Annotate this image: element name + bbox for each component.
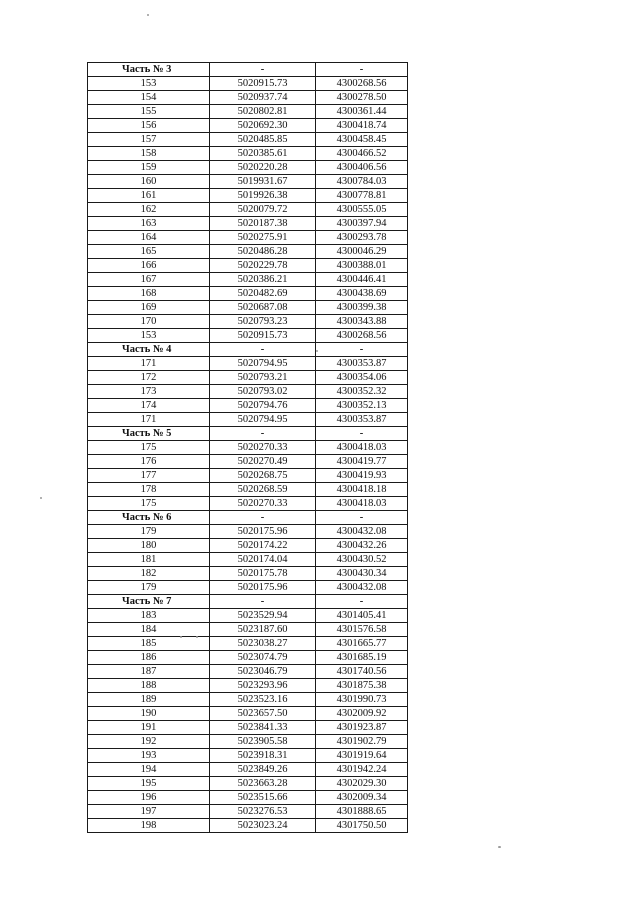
x-coordinate-cell: 5020794.76 bbox=[210, 399, 316, 413]
x-coordinate-cell: 5020174.22 bbox=[210, 539, 316, 553]
x-coordinate-cell: 5020220.28 bbox=[210, 161, 316, 175]
point-number-cell: 193 bbox=[88, 749, 210, 763]
section-dash-x: - bbox=[210, 343, 316, 357]
table-row bbox=[88, 763, 408, 777]
x-coordinate-cell: 5020793.02 bbox=[210, 385, 316, 399]
x-coordinate-cell: 5023046.79 bbox=[210, 665, 316, 679]
x-coordinate-cell: 5020268.75 bbox=[210, 469, 316, 483]
y-coordinate-cell: 4301405.41 bbox=[316, 609, 408, 623]
point-number-cell: 176 bbox=[88, 455, 210, 469]
x-coordinate-cell: 5020794.95 bbox=[210, 357, 316, 371]
section-dash-x: - bbox=[210, 63, 316, 77]
x-coordinate-cell: 5020915.73 bbox=[210, 329, 316, 343]
y-coordinate-cell: 4300352.13 bbox=[316, 399, 408, 413]
x-coordinate-cell: 5020794.95 bbox=[210, 413, 316, 427]
point-number-cell: 159 bbox=[88, 161, 210, 175]
section-header-row bbox=[88, 595, 408, 609]
x-coordinate-cell: 5023529.94 bbox=[210, 609, 316, 623]
section-dash-y: - bbox=[316, 595, 408, 609]
x-coordinate-cell: 5020386.21 bbox=[210, 273, 316, 287]
point-number-cell: 154 bbox=[88, 91, 210, 105]
point-number-cell: 174 bbox=[88, 399, 210, 413]
point-number-cell: 183 bbox=[88, 609, 210, 623]
section-dash-y: - bbox=[316, 427, 408, 441]
table-row bbox=[88, 623, 408, 637]
y-coordinate-cell: 4300778.81 bbox=[316, 189, 408, 203]
point-number-cell: 180 bbox=[88, 539, 210, 553]
table-row bbox=[88, 399, 408, 413]
point-number-cell: 194 bbox=[88, 763, 210, 777]
table-row bbox=[88, 287, 408, 301]
y-coordinate-cell: 4300268.56 bbox=[316, 329, 408, 343]
table-row bbox=[88, 679, 408, 693]
point-number-cell: 182 bbox=[88, 567, 210, 581]
x-coordinate-cell: 5020175.96 bbox=[210, 525, 316, 539]
table-row bbox=[88, 455, 408, 469]
x-coordinate-cell: 5020270.33 bbox=[210, 497, 316, 511]
point-number-cell: 162 bbox=[88, 203, 210, 217]
table-row bbox=[88, 413, 408, 427]
table-row bbox=[88, 553, 408, 567]
table-row bbox=[88, 315, 408, 329]
y-coordinate-cell: 4300419.77 bbox=[316, 455, 408, 469]
y-coordinate-cell: 4300430.52 bbox=[316, 553, 408, 567]
point-number-cell: 155 bbox=[88, 105, 210, 119]
table-row bbox=[88, 371, 408, 385]
y-coordinate-cell: 4301685.19 bbox=[316, 651, 408, 665]
point-number-cell: 173 bbox=[88, 385, 210, 399]
y-coordinate-cell: 4300278.50 bbox=[316, 91, 408, 105]
table-row bbox=[88, 707, 408, 721]
x-coordinate-cell: 5020268.59 bbox=[210, 483, 316, 497]
x-coordinate-cell: 5019931.67 bbox=[210, 175, 316, 189]
point-number-cell: 164 bbox=[88, 231, 210, 245]
y-coordinate-cell: 4300352.32 bbox=[316, 385, 408, 399]
point-number-cell: 171 bbox=[88, 413, 210, 427]
table-row bbox=[88, 721, 408, 735]
x-coordinate-cell: 5023905.58 bbox=[210, 735, 316, 749]
section-label: Часть № 7 bbox=[88, 595, 210, 609]
y-coordinate-cell: 4300446.41 bbox=[316, 273, 408, 287]
y-coordinate-cell: 4300432.08 bbox=[316, 581, 408, 595]
y-coordinate-cell: 4300353.87 bbox=[316, 357, 408, 371]
point-number-cell: 169 bbox=[88, 301, 210, 315]
y-coordinate-cell: 4301750.50 bbox=[316, 819, 408, 833]
x-coordinate-cell: 5020692.30 bbox=[210, 119, 316, 133]
y-coordinate-cell: 4301942.24 bbox=[316, 763, 408, 777]
x-coordinate-cell: 5023074.79 bbox=[210, 651, 316, 665]
y-coordinate-cell: 4302029.30 bbox=[316, 777, 408, 791]
y-coordinate-cell: 4300430.34 bbox=[316, 567, 408, 581]
x-coordinate-cell: 5020385.61 bbox=[210, 147, 316, 161]
scan-speck bbox=[180, 636, 182, 638]
scan-speck bbox=[40, 497, 42, 499]
x-coordinate-cell: 5020915.73 bbox=[210, 77, 316, 91]
section-dash-x: - bbox=[210, 427, 316, 441]
section-dash-x: - bbox=[210, 595, 316, 609]
table-row bbox=[88, 497, 408, 511]
table-row bbox=[88, 749, 408, 763]
x-coordinate-cell: 5020485.85 bbox=[210, 133, 316, 147]
point-number-cell: 156 bbox=[88, 119, 210, 133]
point-number-cell: 192 bbox=[88, 735, 210, 749]
table-row bbox=[88, 469, 408, 483]
point-number-cell: 179 bbox=[88, 525, 210, 539]
table-row bbox=[88, 357, 408, 371]
y-coordinate-cell: 4301875.38 bbox=[316, 679, 408, 693]
table-row bbox=[88, 525, 408, 539]
x-coordinate-cell: 5023276.53 bbox=[210, 805, 316, 819]
table-row bbox=[88, 385, 408, 399]
scan-speck bbox=[316, 350, 318, 352]
point-number-cell: 185 bbox=[88, 637, 210, 651]
y-coordinate-cell: 4300353.87 bbox=[316, 413, 408, 427]
x-coordinate-cell: 5023515.66 bbox=[210, 791, 316, 805]
y-coordinate-cell: 4301990.73 bbox=[316, 693, 408, 707]
y-coordinate-cell: 4300268.56 bbox=[316, 77, 408, 91]
x-coordinate-cell: 5020079.72 bbox=[210, 203, 316, 217]
table-row bbox=[88, 119, 408, 133]
point-number-cell: 184 bbox=[88, 623, 210, 637]
section-dash-y: - bbox=[316, 63, 408, 77]
section-dash-x: - bbox=[210, 511, 316, 525]
table-row bbox=[88, 91, 408, 105]
x-coordinate-cell: 5020793.23 bbox=[210, 315, 316, 329]
y-coordinate-cell: 4300466.52 bbox=[316, 147, 408, 161]
point-number-cell: 166 bbox=[88, 259, 210, 273]
scan-speck bbox=[196, 636, 198, 638]
point-number-cell: 175 bbox=[88, 441, 210, 455]
table-row bbox=[88, 567, 408, 581]
table-row bbox=[88, 805, 408, 819]
y-coordinate-cell: 4301665.77 bbox=[316, 637, 408, 651]
point-number-cell: 175 bbox=[88, 497, 210, 511]
table-row bbox=[88, 77, 408, 91]
y-coordinate-cell: 4300418.18 bbox=[316, 483, 408, 497]
section-label: Часть № 5 bbox=[88, 427, 210, 441]
x-coordinate-cell: 5020229.78 bbox=[210, 259, 316, 273]
coordinates-table bbox=[87, 62, 408, 833]
point-number-cell: 179 bbox=[88, 581, 210, 595]
point-number-cell: 196 bbox=[88, 791, 210, 805]
table-row bbox=[88, 441, 408, 455]
y-coordinate-cell: 4300784.03 bbox=[316, 175, 408, 189]
section-label: Часть № 4 bbox=[88, 343, 210, 357]
x-coordinate-cell: 5020270.49 bbox=[210, 455, 316, 469]
point-number-cell: 161 bbox=[88, 189, 210, 203]
table-row bbox=[88, 693, 408, 707]
table-row bbox=[88, 665, 408, 679]
point-number-cell: 160 bbox=[88, 175, 210, 189]
y-coordinate-cell: 4300354.06 bbox=[316, 371, 408, 385]
point-number-cell: 171 bbox=[88, 357, 210, 371]
x-coordinate-cell: 5020270.33 bbox=[210, 441, 316, 455]
y-coordinate-cell: 4300432.26 bbox=[316, 539, 408, 553]
x-coordinate-cell: 5020793.21 bbox=[210, 371, 316, 385]
table-row bbox=[88, 301, 408, 315]
y-coordinate-cell: 4300388.01 bbox=[316, 259, 408, 273]
point-number-cell: 181 bbox=[88, 553, 210, 567]
section-label: Часть № 3 bbox=[88, 63, 210, 77]
y-coordinate-cell: 4300555.05 bbox=[316, 203, 408, 217]
x-coordinate-cell: 5023663.28 bbox=[210, 777, 316, 791]
table-row bbox=[88, 581, 408, 595]
point-number-cell: 191 bbox=[88, 721, 210, 735]
point-number-cell: 168 bbox=[88, 287, 210, 301]
x-coordinate-cell: 5020687.08 bbox=[210, 301, 316, 315]
point-number-cell: 198 bbox=[88, 819, 210, 833]
table-row bbox=[88, 819, 408, 833]
x-coordinate-cell: 5023038.27 bbox=[210, 637, 316, 651]
point-number-cell: 165 bbox=[88, 245, 210, 259]
y-coordinate-cell: 4300361.44 bbox=[316, 105, 408, 119]
x-coordinate-cell: 5023918.31 bbox=[210, 749, 316, 763]
section-header-row bbox=[88, 343, 408, 357]
point-number-cell: 197 bbox=[88, 805, 210, 819]
table-row bbox=[88, 791, 408, 805]
table-row bbox=[88, 175, 408, 189]
point-number-cell: 153 bbox=[88, 77, 210, 91]
x-coordinate-cell: 5020275.91 bbox=[210, 231, 316, 245]
point-number-cell: 190 bbox=[88, 707, 210, 721]
table-row bbox=[88, 189, 408, 203]
y-coordinate-cell: 4300418.03 bbox=[316, 441, 408, 455]
point-number-cell: 172 bbox=[88, 371, 210, 385]
y-coordinate-cell: 4300432.08 bbox=[316, 525, 408, 539]
y-coordinate-cell: 4301902.79 bbox=[316, 735, 408, 749]
x-coordinate-cell: 5023657.50 bbox=[210, 707, 316, 721]
table-row bbox=[88, 609, 408, 623]
point-number-cell: 189 bbox=[88, 693, 210, 707]
x-coordinate-cell: 5020187.38 bbox=[210, 217, 316, 231]
point-number-cell: 153 bbox=[88, 329, 210, 343]
y-coordinate-cell: 4300406.56 bbox=[316, 161, 408, 175]
y-coordinate-cell: 4301740.56 bbox=[316, 665, 408, 679]
point-number-cell: 163 bbox=[88, 217, 210, 231]
x-coordinate-cell: 5023023.24 bbox=[210, 819, 316, 833]
point-number-cell: 195 bbox=[88, 777, 210, 791]
table-row bbox=[88, 217, 408, 231]
section-header-row bbox=[88, 511, 408, 525]
table-row bbox=[88, 539, 408, 553]
point-number-cell: 167 bbox=[88, 273, 210, 287]
point-number-cell: 188 bbox=[88, 679, 210, 693]
table-row bbox=[88, 161, 408, 175]
table-row bbox=[88, 483, 408, 497]
table-row bbox=[88, 259, 408, 273]
point-number-cell: 186 bbox=[88, 651, 210, 665]
section-dash-y: - bbox=[316, 343, 408, 357]
point-number-cell: 187 bbox=[88, 665, 210, 679]
y-coordinate-cell: 4300343.88 bbox=[316, 315, 408, 329]
x-coordinate-cell: 5020482.69 bbox=[210, 287, 316, 301]
x-coordinate-cell: 5019926.38 bbox=[210, 189, 316, 203]
table-row bbox=[88, 651, 408, 665]
table-row bbox=[88, 147, 408, 161]
y-coordinate-cell: 4300399.38 bbox=[316, 301, 408, 315]
table-row bbox=[88, 329, 408, 343]
y-coordinate-cell: 4301576.58 bbox=[316, 623, 408, 637]
section-header-row bbox=[88, 63, 408, 77]
table-row bbox=[88, 105, 408, 119]
section-dash-y: - bbox=[316, 511, 408, 525]
y-coordinate-cell: 4300438.69 bbox=[316, 287, 408, 301]
y-coordinate-cell: 4300397.94 bbox=[316, 217, 408, 231]
y-coordinate-cell: 4302009.34 bbox=[316, 791, 408, 805]
table-row bbox=[88, 203, 408, 217]
y-coordinate-cell: 4301923.87 bbox=[316, 721, 408, 735]
coordinates-table-body bbox=[88, 63, 408, 833]
table-row bbox=[88, 273, 408, 287]
x-coordinate-cell: 5023293.96 bbox=[210, 679, 316, 693]
x-coordinate-cell: 5023523.16 bbox=[210, 693, 316, 707]
x-coordinate-cell: 5020937.74 bbox=[210, 91, 316, 105]
point-number-cell: 178 bbox=[88, 483, 210, 497]
y-coordinate-cell: 4300418.74 bbox=[316, 119, 408, 133]
table-row bbox=[88, 231, 408, 245]
scan-speck bbox=[498, 846, 501, 848]
x-coordinate-cell: 5023187.60 bbox=[210, 623, 316, 637]
x-coordinate-cell: 5020175.96 bbox=[210, 581, 316, 595]
y-coordinate-cell: 4301919.64 bbox=[316, 749, 408, 763]
y-coordinate-cell: 4300046.29 bbox=[316, 245, 408, 259]
y-coordinate-cell: 4300418.03 bbox=[316, 497, 408, 511]
table-row bbox=[88, 735, 408, 749]
y-coordinate-cell: 4300458.45 bbox=[316, 133, 408, 147]
x-coordinate-cell: 5020486.28 bbox=[210, 245, 316, 259]
scan-speck bbox=[147, 14, 149, 16]
x-coordinate-cell: 5020174.04 bbox=[210, 553, 316, 567]
y-coordinate-cell: 4300293.78 bbox=[316, 231, 408, 245]
table-row bbox=[88, 133, 408, 147]
point-number-cell: 170 bbox=[88, 315, 210, 329]
x-coordinate-cell: 5023849.26 bbox=[210, 763, 316, 777]
table-row bbox=[88, 637, 408, 651]
y-coordinate-cell: 4301888.65 bbox=[316, 805, 408, 819]
section-label: Часть № 6 bbox=[88, 511, 210, 525]
y-coordinate-cell: 4302009.92 bbox=[316, 707, 408, 721]
y-coordinate-cell: 4300419.93 bbox=[316, 469, 408, 483]
table-row bbox=[88, 245, 408, 259]
section-header-row bbox=[88, 427, 408, 441]
point-number-cell: 158 bbox=[88, 147, 210, 161]
table-row bbox=[88, 777, 408, 791]
x-coordinate-cell: 5020802.81 bbox=[210, 105, 316, 119]
point-number-cell: 177 bbox=[88, 469, 210, 483]
point-number-cell: 157 bbox=[88, 133, 210, 147]
x-coordinate-cell: 5023841.33 bbox=[210, 721, 316, 735]
x-coordinate-cell: 5020175.78 bbox=[210, 567, 316, 581]
